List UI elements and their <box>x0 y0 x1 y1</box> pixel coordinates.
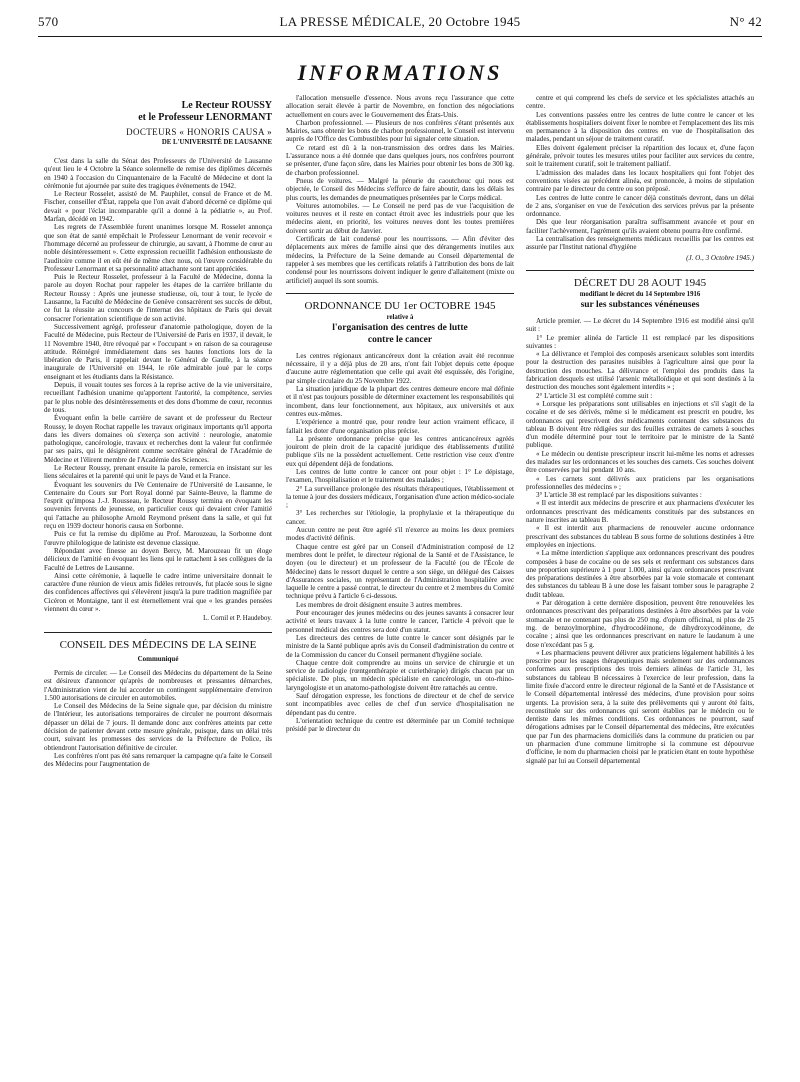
paragraph: « La même interdiction s'applique aux ordonnances prescrivant des poudres composées à base de cocaïne ou de ses sels et renfermant ces substances dans une proportion supérieure à 1 pour 1.000, ainsi qu'aux ordonnances prescrivant des préparations destinées à être absorbées par la voie stomacale et contenant des substances du tableau B à une dose les faisant tomber sous le paragraphe 2 dudit tableau. <box>526 549 754 599</box>
conseil-continued-body <box>286 94 514 285</box>
paragraph: « Les pharmaciens peuvent délivrer aux praticiens légalement habilités à les prescrire pour les usages thérapeutiques mais seulement sur des ordonnances conformes aux prescriptions des trois derniers alinéas de l'article 31, les substances du tableau B nécessaires à l'exercice de leur profession, dans la limite fixée d'accord entre le directeur régional de la Santé et de l'Assistance et le Conseil départemental intéressé des médecins, d'une provision pour soins urgents. La provision sera, à la suite des prélèvements qui y auront été faits, reconstituée sur des ordonnances qui seront établies par le médecin ou le dentiste dans les mêmes conditions. Ces ordonnances ne pourront, sauf dérogations admises par le Conseil départemental des médecins, être exécutées que par l'un des pharmaciens domiciliés dans la commune du praticien ou par un pharmacien d'une commune limitrophe si la commune est dépourvue d'officine, le nom du pharmacien choisi par le praticien étant en toute hypothèse signalé par lui au Conseil départemental <box>526 648 754 765</box>
paragraph: Les directeurs des centres de lutte contre le cancer sont désignés par le ministre de la Santé publique après avis du Conseil d'administration du centre et de la Commission du cancer du Conseil permanent d'hygiène sociale. <box>286 633 514 659</box>
paragraph: L'orientation technique du centre est déterminée par un Comité technique présidé par le directeur du <box>286 716 514 734</box>
paragraph: Aucun centre ne peut être agréé s'il n'exerce au moins les deux premiers modes d'activité définis. <box>286 526 514 543</box>
paragraph: « Par dérogation à cette dernière disposition, peuvent être renouvelées les ordonnances prescrivant des préparations destinées à être absorbées par la voie stomacale et ne contenant pas plus de 250 mg. d'opium officinal, ni plus de 25 mg. de benzoylmorphine, d'hydrocodéinone, de dihydroxycodéinone, de cocaïne ; ainsi que les ordonnances prescrivant en nature le laudanum à une dose n'excédant pas 5 g. <box>526 599 754 649</box>
paragraph: Répondant avec finesse au doyen Bercy, M. Marouzeau fit un éloge délicieux de l'amitié en évoquant les liens qui le rattachent à ses collègues de la Faculté de Lettres de Lausanne. <box>44 546 272 572</box>
paragraph: La présente ordonnance précise que les centres anticancéreux agréés jouiront de plein droit de la capacité juridique des établissements d'utilité publique s'ils ne la possèdent actuellement. Cette restriction vise ceux d'entre eux qui dépendent déjà de fondations. <box>286 434 514 468</box>
paragraph: Elles doivent également préciser la répartition des locaux et, d'une façon générale, prévoir toutes les mesures utiles pour faciliter aux services du centre, soit le traitement curatif, soit le traitement palliatif. <box>526 143 754 169</box>
paragraph: Puis ce fut la remise du diplôme au Prof. Marouzeau, la Sorbonne dont l'œuvre philologique de latiniste est devenue classique. <box>44 530 272 547</box>
paragraph: Charbon professionnel. — Plusieurs de nos confrères s'étant présentés aux Mairies, sans obtenir les bons de charbon professionnel, le Conseil est intervenu auprès de l'Office des Combustibles pour lui signaler cette situation. <box>286 118 514 144</box>
decret-body <box>526 317 754 765</box>
paragraph: L'expérience a montré que, pour rendre leur action vraiment efficace, il fallait les doter d'une organisation plus précise. <box>286 418 514 435</box>
paragraph: Dès que leur réorganisation paraîtra suffisamment avancée et pour en faciliter l'achèvement, l'agrément qu'ils avaient obtenu pourra être confirmé. <box>526 218 754 235</box>
paragraph: 3° Les recherches sur l'étiologie, la prophylaxie et la thérapeutique du cancer. <box>286 509 514 526</box>
journal-title: LA PRESSE MÉDICALE, 20 Octobre 1945 <box>279 14 521 29</box>
paragraph: Depuis, il vouait toutes ses forces à la reprise active de la vie universitaire, recueillant l'adhésion unanime qu'apportent l'autorité, la compétence, servies par le plus noble des désintéressements et des dons d'homme de cœur, reconnus de tous. <box>44 381 272 414</box>
paragraph: « Il est interdit aux médecins de prescrire et aux pharmaciens d'exécuter les ordonnances prescrivant des médicaments constitués par des substances en nature inscrites au tableau B. <box>526 499 754 525</box>
paragraph: Les conventions passées entre les centres de lutte contre le cancer et les établissements hospitaliers doivent fixer le nombre et l'emplacement des lits mis en permanence à la disposition des centres en vue de l'hospitalisation des malades, pendant un séjour de traitement curatif. <box>526 110 754 144</box>
header-rule <box>38 36 762 37</box>
roussy-docteurs: DOCTEURS « HONORIS CAUSA » <box>126 127 272 137</box>
paragraph: Puis le Recteur Rosselet, professeur à la Faculté de Médecine, donna la parole au doyen Rochat pour rappeler les étapes de la carrière brillante du Recteur Roussy : Après une jeunesse studieuse, où, tour à tour, le lycée de Lausanne, la Faculté de Médecine de Genève consacrèrent ses succès de début, ce fut la réussite au concours de l'internat des hôpitaux de Paris qui devait consacrer l'orientation scientifique de son activité. <box>44 273 272 323</box>
paragraph: « Lorsque les préparations sont utilisables en injections et s'il s'agit de la cocaïne et de ses dérivés, même si le médicament est prescrit en poudre, les ordonnances qui prescrivent des médicaments contenant des substances du tableau B doivent être rédigées sur des feuilles extraites de carnets à souches d'un modèle déterminé pour tout le territoire par le ministre de la Santé publique. <box>526 399 754 450</box>
roussy-heading-1: Le Recteur ROUSSY <box>181 100 272 111</box>
paragraph: Chaque centre est géré par un Conseil d'Administration composé de 12 membres dont le préfet, le directeur régional de la Santé et de l'Assistance, le doyen (ou le directeur) et un professeur de la Faculté (ou de l'École de Médecine) dans le ressort duquel le centre a son siège, un délégué des Caisses d'Assurances sociales, un représentant de l'Administration hospitalière avec laquelle le centre a passé contrat, le directeur du centre et 2 membres du Comité technique prévu à l'article 6 ci-dessous. <box>286 542 514 601</box>
paragraph: Les regrets de l'Assemblée furent unanimes lorsque M. Rosselet annonça que son état de santé empêchait le Professeur Lenormant de venir recevoir « l'hommage décerné au professeur de chirurgie, au savant, à l'homme de cœur au noble désintéressement ». Cette expression recueillit l'adhésion enthousiaste de l'auditoire comme il en eût été de même chez nous, où l'œuvre considérable du Professeur Lenormant et sa personnalité attachante sont tant appréciées. <box>44 223 272 273</box>
paragraph: Successivement agrégé, professeur d'anatomie pathologique, doyen de la Faculté de Médecine, puis Recteur de l'Université de Paris en 1937, il devait, le 11 Novembre 1940, être révoqué par « l'occupant » en raison de sa courageuse attitude. Réintégré immédiatement dans ses hautes fonctions lors de la libération de Paris, il rappelait devant le Général de Gaulle, à la séance inaugurale de l'Université en 1944, le rôle admirable joué par le corps enseignant et les étudiants dans la Résistance. <box>44 322 272 381</box>
paragraph: Les confrères n'ont pas été sans remarquer la campagne qu'a faite le Conseil des Médecins pour l'augmentation de <box>44 751 272 769</box>
roussy-article-body <box>44 157 272 613</box>
ordonnance-body <box>286 352 514 734</box>
section-divider <box>44 632 272 633</box>
ordonnance-heading: ORDONNANCE DU 1er OCTOBRE 1945 <box>304 299 496 312</box>
paragraph: Pneus de voitures. — Malgré la pénurie du caoutchouc qui nous est objectée, le Conseil des Médecins s'efforce de faire aboutir, dans les délais les plus courts, les demandes de pneumatiques présentées par le Corps médical. <box>286 176 514 202</box>
paragraph: Les membres de droit désignent ensuite 3 autres membres. <box>296 600 463 609</box>
column-2 <box>286 94 514 1069</box>
paragraph: 2° L'article 31 est complété comme suit : <box>536 391 653 400</box>
paragraph: La situation juridique de la plupart des centres demeure encore mal définie et il n'est pas toujours possible de déterminer exactement les responsabilités qui incombent, dans leur fonctionnement, aux hôpitaux, aux universités et aux centres eux-mêmes. <box>286 385 514 418</box>
ordonnance-relative: relative à <box>386 313 414 321</box>
decret-subject: sur les substances vénéneuses <box>580 299 700 310</box>
paragraph: « Les carnets sont délivrés aux praticiens par les organisations professionnelles des médecins » ; <box>526 474 754 491</box>
decret-heading: DÉCRET DU 28 AOUT 1945 <box>573 276 707 289</box>
issue-number: N° 42 <box>729 14 762 29</box>
paragraph: La centralisation des renseignements médicaux recueillis par les centres est assurée par l'Institut national d'hygiène <box>526 235 754 252</box>
paragraph: C'est dans la salle du Sénat des Professeurs de l'Université de Lausanne qu'eut lieu le 4 Octobre la Séance solennelle de remise des diplômes décernés en 1940 à l'occasion du Cinquantenaire de la Faculté de Médecine et dont la cérémonie fut ajournée par suite des tragiques événements de 1942. <box>44 157 272 190</box>
paragraph: Voitures automobiles. — Le Conseil ne perd pas de vue l'acquisition de voitures neuves et il reste en contact étroit avec les industriels pour que les médecins aient, en priorité, les voitures neuves dont les toutes premières doivent sortir au début de Janvier. <box>286 201 514 235</box>
roussy-university: DE L'UNIVERSITÉ DE LAUSANNE <box>161 139 272 146</box>
paragraph: Permis de circuler. — Le Conseil des Médecins du département de la Seine est désireux d'annoncer qu'après de nombreuses et pressantes démarches, l'Administration vient de lui accorder un contingent supplémentaire d'environ 1.500 autorisations de circuler en automobiles. <box>44 668 272 702</box>
ordonnance-subject-2: contre le cancer <box>367 334 433 345</box>
paragraph: l'allocation mensuelle d'essence. Nous avons reçu l'assurance que cette allocation serait élevée à partir de Novembre, en fonction des négociations actuellement en cours avec le Gouvernement des États-Unis. <box>286 94 514 119</box>
paragraph: centre et qui comprend les chefs de service et les spécialistes attachés au centre. <box>526 94 754 111</box>
journal-officiel-citation: (J. O., 3 Octobre 1945.) <box>686 253 754 262</box>
paragraph: Article premier. — Le décret du 14 Septembre 1916 est modifié ainsi qu'il suit : <box>526 316 754 334</box>
section-divider <box>526 270 754 271</box>
paragraph: Sauf dérogation expresse, les fonctions de directeur et de chef de service sont incompatibles avec celles de chef d'un service d'hospitalisation ne dépendant pas du centre. <box>286 692 514 717</box>
decret-modifying: modifiant le décret du 14 Septembre 1916 <box>579 290 701 298</box>
conseil-subheading: Communiqué <box>137 654 179 663</box>
paragraph: Évoquant les souvenirs du IVe Centenaire de l'Université de Lausanne, le Centenaire du Cours sur Port Royal donné par Sainte-Beuve, la flamme de l'esprit qu'imposa J.-J. Rousseau, le Recteur Roussy termina en évoquant les souvenirs fervents de jeunesse, en particulier ceux qui devaient créer l'amitié qui l'attache au philosophe Arnold Reymond présent dans la salle, et qui fut reçu en 1939 docteur honoris causa en Sorbonne. <box>44 480 272 531</box>
paragraph: Évoquant enfin la belle carrière de savant et de professeur du Recteur Roussy, le doyen Rochat rappelle les travaux originaux importants qu'il apporta dans les divers domaines où s'exerça son activité : neurologie, anatomie pathologique, cancérologie, travaux et recherches dont la valeur fut confirmée par ses pairs, qui le désignèrent comme secrétaire général de l'Académie de Médecine et l'élirent membre de l'Académie des Sciences. <box>44 414 272 464</box>
paragraph: Les centres de lutte contre le cancer déjà constitués devront, dans un délai de 2 ans, s'organiser en vue de l'exécution des services prévus par la présente ordonnance. <box>526 193 754 219</box>
paragraph: L'admission des malades dans les locaux hospitaliers qui font l'objet des conventions visées au précédent alinéa, est prononcée, à moins de stipulation contraire par le directeur du centre ou son préposé. <box>526 168 754 194</box>
paragraph: Le Recteur Rosselet, assisté de M. Pauphilet, consul de France et de M. Fischer, conseiller d'État, rappela que l'on avait d'abord décerné ce diplôme qui devait « pour l'éclat incomparable qu'il a donné à la pédiatrie », au Prof. Marfan, décédé en 1942. <box>44 190 272 224</box>
paragraph: Ainsi cette cérémonie, à laquelle le cadre intime universitaire donnait le caractère d'une réunion de vieux amis fidèles retrouvés, fut placée sous le signe des confidences affectives qui s'élevèrent jusqu'à la pure tradition magnifiée par Cicéron et Montaigne, tant il est éternellement vrai que « les grandes pensées viennent du cœur ». <box>44 571 272 614</box>
paragraph: « La délivrance et l'emploi des composés arsenicaux solubles sont interdits pour la destruction des parasites nuisibles à l'agriculture ainsi que pour la destruction des mouches. La délivrance et l'emploi des produits dans la fabrication desquels est utilisé l'arsenic métalloïdique et qui sont destinés à la destruction des mouches sont également interdits » ; <box>526 350 754 392</box>
paragraph: Certificats de lait condensé pour les nourrissons. — Afin d'éviter des déplacements aux mères de famille ainsi que des dérangements inutiles aux médecins, la Préfecture de la Seine demande au Conseil départemental de rappeler à ses membres que les certificats relatifs à l'attribution des bons de lait condensé pour les nourrissons doivent indiquer le genre d'allaitement (mixte ou artificiel) auquel ils sont soumis. <box>286 235 514 285</box>
paragraph: Le Conseil des Médecins de la Seine signale que, par décision du ministre de l'Intérieur, les autorisations temporaires de circuler ne pourront désormais dépasser un délai de 7 jours. Il demande donc aux confrères atteints par cette décision de patienter devant cette mesure générale, puisque, dans un délai très court, suivant les promesses des services de la Préfecture de Police, ils obtiendront l'autorisation définitive de circuler. <box>44 702 272 752</box>
paragraph: « Le médecin ou dentiste prescripteur inscrit lui-même les noms et adresses des malades sur les ordonnances et les souches des carnets. Ces souches doivent être conservées par lui pendant 10 ans. <box>526 449 754 475</box>
section-banner: INFORMATIONS <box>297 60 503 85</box>
paragraph: « Il est interdit aux pharmaciens de renouveler aucune ordonnance prescrivant des substances du tableau B sous forme de solutions destinées à être employées en injections. <box>526 524 754 549</box>
paragraph: Chaque centre doit comprendre au moins un service de chirurgie et un service de radiologie (rœntgenthérapie et curiethérapie) dirigés chacun par un spécialiste. De plus, un médecin spécialiste en cancérologie, un oto-rhino-laryngologiste et un anatomo-pathologiste doivent être rattachés au centre. <box>286 658 514 692</box>
paragraph: Les centres de lutte contre le cancer ont pour objet : 1° Le dépistage, l'examen, l'hospitalisation et le traitement des malades ; <box>286 467 514 485</box>
paragraph: 2° La surveillance prolongée des résultats thérapeutiques, l'établissement et la tenue à jour des dossiers médicaux, l'organisation d'une action médico-sociale ; <box>286 484 514 510</box>
column-3 <box>526 94 754 1069</box>
paragraph: 3° L'article 38 est remplacé par les dispositions suivantes : <box>536 491 702 500</box>
paragraph: Les centres régionaux anticancéreux dont la création avait été reconnue nécessaire, il y a déjà plus de 20 ans, n'ont fait l'objet depuis cette époque d'aucune autre réglementation que celle qui avait été esquissée, dès l'origine, par simple circulaire du 25 Novembre 1922. <box>286 351 514 385</box>
section-divider <box>286 293 514 294</box>
paragraph: Le Recteur Roussy, prenant ensuite la parole, remercia en insistant sur les liens séculaires et la parenté qui unit le pays de Vaud et la France. <box>44 463 272 481</box>
ordonnance-continued-body <box>526 94 754 252</box>
paragraph: 1° Le premier alinéa de l'article 11 est remplacé par les dispositions suivantes : <box>526 333 754 350</box>
page-number: 570 <box>38 14 59 29</box>
roussy-signature: L. Cornil et P. Haudeboy. <box>203 615 272 623</box>
ordonnance-subject-1: l'organisation des centres de lutte <box>332 322 468 333</box>
column-1 <box>44 94 272 1069</box>
paragraph: Ce retard est dû à la non-transmission des ordres dans les Mairies. L'assurance nous a été donnée que dans quelques jours, nos confrères pourront se présenter, d'une façon sûre, dans les Mairies pour obtenir les bons de 300 kg. de charbon professionnel. <box>286 143 514 177</box>
running-header <box>38 14 762 32</box>
conseil-article-body <box>44 669 272 769</box>
conseil-heading: CONSEIL DES MÉDECINS DE LA SEINE <box>59 638 257 651</box>
paragraph: Pour encourager des jeunes médecins ou des jeunes savants à consacrer leur activité et leurs travaux à la lutte contre le cancer, l'article 4 prévoit que le personnel médical des centres sera doté d'un statut. <box>286 609 514 634</box>
roussy-heading-2: et le Professeur LENORMANT <box>138 112 272 123</box>
